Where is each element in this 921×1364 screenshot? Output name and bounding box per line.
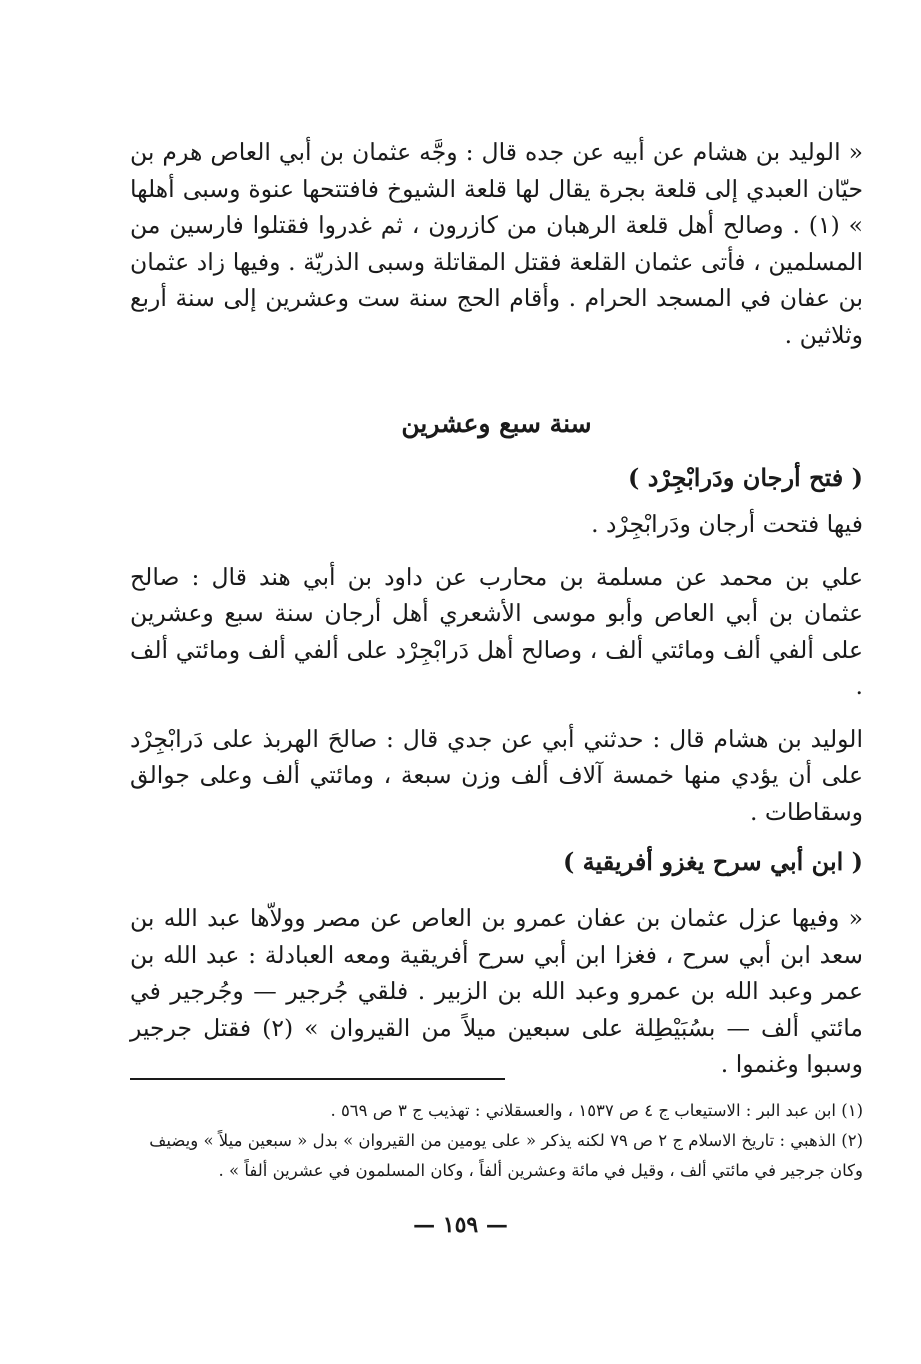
year-heading: سنة سبع وعشرين [401, 409, 592, 438]
paragraph-arrajan-treaty: علي بن محمد عن مسلمة بن محارب عن داود بن أبي هند قال : صالح عثمان بن أبي العاص وأبو موسى الأشعري أهل أرجان سنة سبع وعشرين على ألفي ألف ومائتي ألف ، وصالح أهل دَرابْجِرْد على ألفي ألف ومائتي ألف . [130, 562, 863, 700]
page-number: — ١٥٩ — [413, 1212, 508, 1238]
paragraph-harbadh-treaty: الوليد بن هشام قال : حدثني أبي عن جدي قال : صالحَ الهربذ على دَرابْجِرْد على أن يؤدي منها خمسة آلاف ألف وزن سبعة ، ومائتي ألف وعلى جوالق وسقاطات . [130, 724, 863, 826]
footnote-divider [130, 1078, 505, 1080]
paragraph-ifriqiya-campaign: « وفيها عزل عثمان بن عفان عمرو بن العاص عن مصر وولاّها عبد الله بن سعد ابن أبي سرح ، فغزا ابن أبي سرح أفريقية ومعه العبادلة : عبد الله بن عمر وعبد الله بن عمرو وعبد الله بن الزبير . فلقي جُرجير — وجُرجير في مائتي ألف — بسُبَيْطِلة على سبعين ميلاً من القيروان » (٢) فقتل جرجير وسبوا وغنموا . [130, 904, 863, 1078]
arrajan-conquest-heading: ( فتح أرجان ودَرابْجِرْد ) [627, 463, 863, 492]
paragraph-arrajan-opened: فيها فتحت أرجان ودَرابْجِرْد . [591, 510, 863, 538]
footnotes [130, 1078, 863, 1186]
footnote-2: (٢) الذهبي : تاريخ الاسلام ج ٢ ص ٧٩ لكنه يذكر « على يومين من القيروان » بدل « سبعين ميلاً » ويضيف وكان جرجير في مائتي ألف ، وقيل في مائة وعشرين ألفاً ، وكان المسلمون في عشرين ألفاً » . [149, 1131, 863, 1180]
paragraph-qalat-al-shuyukh: « الوليد بن هشام عن أبيه عن جده قال : وجَّه عثمان بن أبي العاص هرم بن حيّان العبدي إلى قلعة بجرة يقال لها قلعة الشيوخ فافتتحها عنوة وسبى أهلها » (١) . وصالح أهل قلعة الرهبان من كازرون ، ثم غدروا فقتلوا فارسين من المسلمين ، فأتى عثمان القلعة فقتل المقاتلة وسبى الذريّة . وفيها زاد عثمان بن عفان في المسجد الحرام . وأقام الحج سنة ست وعشرين إلى سنة أربع وثلاثين . [130, 138, 863, 349]
ifriqiya-heading: ( ابن أبي سرح يغزو أفريقية ) [562, 847, 863, 876]
footnote-1: (١) ابن عبد البر : الاستيعاب ج ٤ ص ١٥٣٧ ، والعسقلاني : تهذيب ج ٣ ص ٥٦٩ . [330, 1101, 863, 1120]
